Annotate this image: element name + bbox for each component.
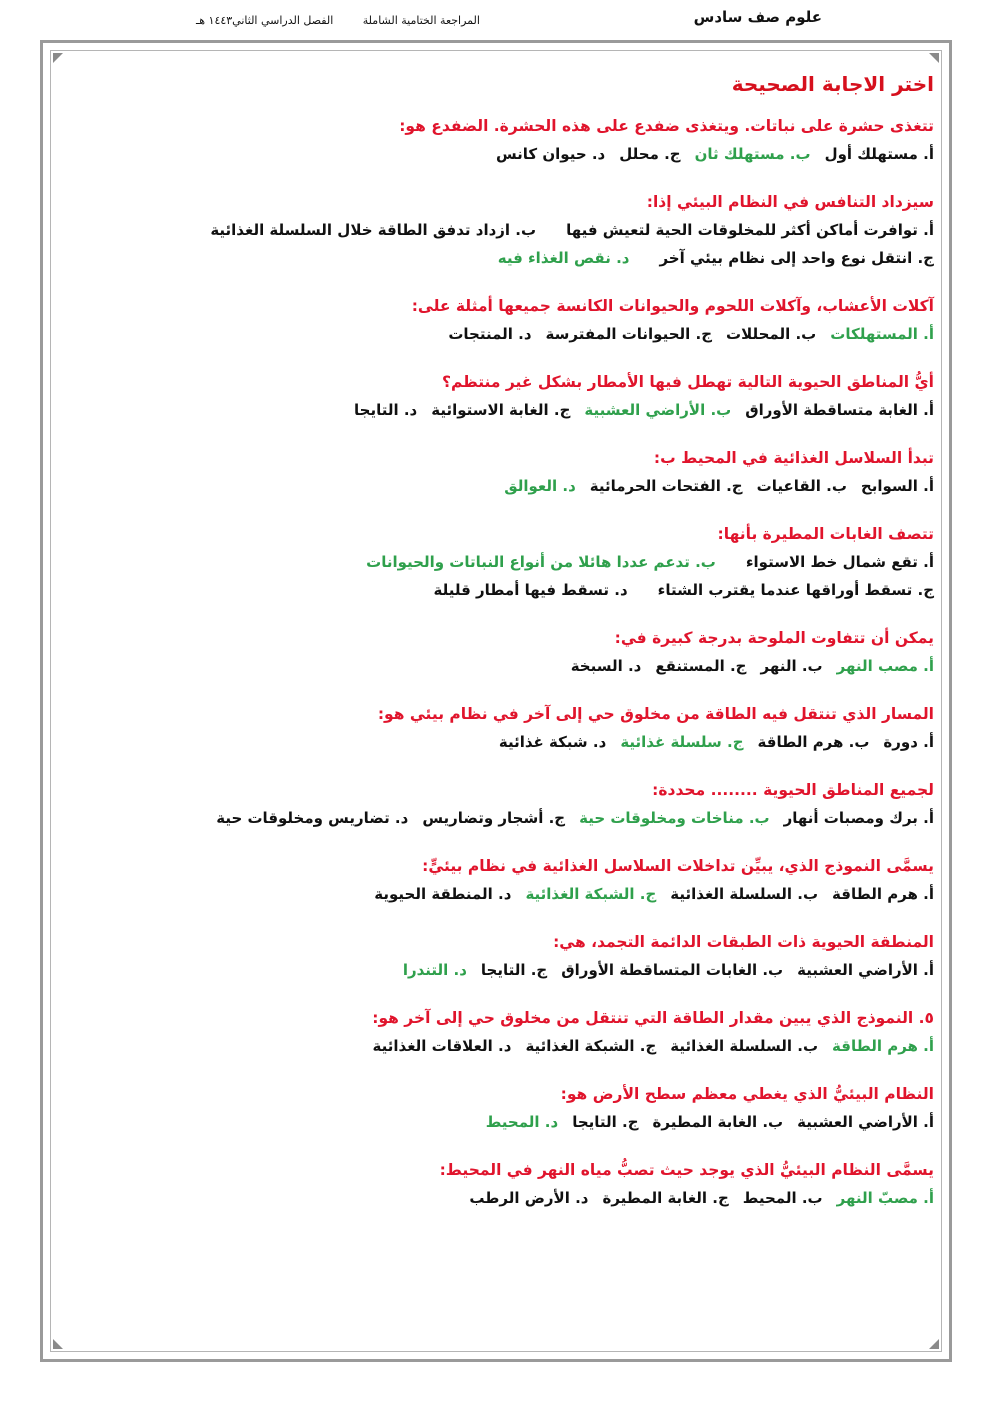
question-text: المنطقة الحيوية ذات الطبقات الدائمة التجمد، هي: [553, 933, 934, 951]
options-row [194, 656, 934, 677]
answer-option-correct[interactable]: ب. الأراضي العشبية [584, 401, 732, 419]
term-label: الفصل الدراسي الثاني١٤٤٣ هـ [196, 14, 334, 27]
answer-option-correct[interactable]: ج. سلسلة غذائية [620, 733, 744, 751]
answer-option[interactable]: ب. المحللات [726, 325, 817, 343]
answer-option[interactable]: أ. دورة [883, 733, 934, 751]
answer-option[interactable]: د. التايجا [354, 401, 418, 419]
question-block [194, 192, 934, 296]
answer-option[interactable]: أ. السوابح [860, 477, 934, 495]
answer-option[interactable]: ج. المستنقع [655, 657, 747, 675]
answer-option[interactable]: د. المنطقة الحيوية [374, 885, 512, 903]
options-row [194, 732, 934, 753]
options-row [194, 324, 934, 345]
options-row [194, 248, 934, 269]
answer-option[interactable]: ج. الغابة الاستوائية [431, 401, 571, 419]
question-block [194, 932, 934, 1008]
question-block [194, 1008, 934, 1084]
question-block [194, 628, 934, 704]
options-row [194, 808, 934, 829]
answer-option-correct[interactable]: أ. مصبّ النهر [836, 1189, 934, 1207]
question-block [194, 116, 934, 192]
answer-option-correct[interactable]: أ. مصب النهر [836, 657, 934, 675]
options-row [194, 1188, 934, 1209]
answer-option[interactable]: أ. برك ومصبات أنهار [783, 809, 934, 827]
corner-ornament [53, 53, 63, 63]
answer-option[interactable]: ج. محلل [619, 145, 681, 163]
answer-option[interactable]: ج. الشبكة الغذائية [525, 1037, 657, 1055]
answer-option[interactable]: ب. ازداد تدفق الطاقة خلال السلسلة الغذائية [210, 221, 537, 239]
options-row [194, 400, 934, 421]
question-block [194, 448, 934, 524]
answer-option[interactable]: ب. القاعيات [756, 477, 847, 495]
answer-option[interactable]: أ. الأراضي العشبية [797, 961, 934, 979]
answer-option-correct[interactable]: أ. المستهلكات [830, 325, 934, 343]
question-text: يسمَّى النموذج الذي، يبيِّن تداخلات السلاسل الغذائية في نظام بيئيٍّ: [422, 857, 934, 875]
question-text: يسمَّى النظام البيئيُّ الذي يوجد حيث تصبُّ مياه النهر في المحيط: [439, 1161, 934, 1179]
answer-option[interactable]: د. المنتجات [448, 325, 532, 343]
corner-ornament [929, 1339, 939, 1349]
question-text: المسار الذي تنتقل فيه الطاقة من مخلوق حي إلى آخر في نظام بيئي هو: [377, 705, 934, 723]
answer-option[interactable]: أ. هرم الطاقة [832, 885, 934, 903]
question-text: أيُّ المناطق الحيوية التالية تهطل فيها الأمطار بشكل غير منتظم؟ [441, 373, 934, 391]
answer-option[interactable]: ب. الغابة المطيرة [652, 1113, 784, 1131]
worksheet-content [194, 72, 934, 1236]
answer-option[interactable]: أ. توافرت أماكن أكثر للمخلوقات الحية لتعيش فيها [566, 221, 934, 239]
answer-option-correct[interactable]: ب. تدعم عددا هائلا من أنواع النباتات والحيوانات [366, 553, 716, 571]
answer-option[interactable]: ج. انتقل نوع واحد إلى نظام بيئي آخر [659, 249, 934, 267]
answer-option[interactable]: ج. أشجار وتضاريس [422, 809, 566, 827]
answer-option[interactable]: د. العلاقات الغذائية [372, 1037, 512, 1055]
answer-option[interactable]: د. الأرض الرطب [469, 1189, 589, 1207]
review-label: المراجعة الختامية الشاملة [362, 14, 480, 27]
answer-option[interactable]: ج. التايجا [572, 1113, 639, 1131]
question-block [194, 704, 934, 780]
question-block [194, 296, 934, 372]
question-text: تبدأ السلاسل الغذائية في المحيط ب: [653, 449, 934, 467]
answer-option[interactable]: ج. الغابة المطيرة [602, 1189, 729, 1207]
answer-option[interactable]: ب. السلسلة الغذائية [670, 885, 819, 903]
answer-option[interactable]: ب. هرم الطاقة [757, 733, 870, 751]
question-block [194, 372, 934, 448]
answer-option[interactable]: د. شبكة غذائية [498, 733, 607, 751]
question-block [194, 1084, 934, 1160]
options-row [194, 552, 934, 573]
options-row [194, 580, 934, 601]
answer-option-correct[interactable]: ب. مناخات ومخلوقات حية [579, 809, 770, 827]
answer-option[interactable]: أ. تقع شمال خط الاستواء [745, 553, 934, 571]
options-row [194, 1112, 934, 1133]
answer-option[interactable]: ب. السلسلة الغذائية [670, 1037, 819, 1055]
options-row [194, 144, 934, 165]
answer-option[interactable]: أ. مستهلك أول [824, 145, 934, 163]
answer-option-correct[interactable]: ب. مستهلك ثان [694, 145, 811, 163]
answer-option[interactable]: د. تسقط فيها أمطار قليلة [433, 581, 628, 599]
question-text: ٥. النموذج الذي يبين مقدار الطاقة التي تنتقل من مخلوق حي إلى آخر هو: [372, 1009, 934, 1027]
options-row [194, 1036, 934, 1057]
question-block [194, 524, 934, 628]
question-block [194, 1160, 934, 1236]
answer-option[interactable]: ج. تسقط أوراقها عندما يقترب الشتاء [657, 581, 934, 599]
question-block [194, 780, 934, 856]
answer-option[interactable]: ج. التايجا [480, 961, 548, 979]
answer-option-correct[interactable]: ج. الشبكة الغذائية [525, 885, 657, 903]
answer-option-correct[interactable]: د. نقص الغذاء فيه [497, 249, 630, 267]
page-title: اختر الاجابة الصحيحة [731, 72, 934, 96]
answer-option-correct[interactable]: د. العوالق [504, 477, 576, 495]
question-text: النظام البيئيُّ الذي يغطي معظم سطح الأرض هو: [560, 1085, 934, 1103]
answer-option[interactable]: أ. الغابة متساقطة الأوراق [745, 401, 934, 419]
answer-option[interactable]: أ. الأراضي العشبية [797, 1113, 934, 1131]
subject-title: علوم صف سادس [693, 8, 822, 26]
answer-option[interactable]: د. تضاريس ومخلوقات حية [216, 809, 409, 827]
answer-option[interactable]: ب. النهر [760, 657, 823, 675]
corner-ornament [53, 1339, 63, 1349]
question-text: آكلات الأعشاب، وآكلات اللحوم والحيوانات الكانسة جميعها أمثلة على: [411, 297, 934, 315]
question-text: تتصف الغابات المطيرة بأنها: [717, 525, 934, 543]
options-row [194, 476, 934, 497]
answer-option[interactable]: ب. الغابات المتساقطة الأوراق [561, 961, 784, 979]
answer-option-correct[interactable]: د. التندرا [402, 961, 467, 979]
options-row [194, 960, 934, 981]
answer-option[interactable]: د. السبخة [570, 657, 642, 675]
question-list [194, 116, 934, 1236]
answer-option-correct[interactable]: د. المحيط [485, 1113, 559, 1131]
answer-option[interactable]: ج. الفتحات الحرمائية [589, 477, 743, 495]
answer-option[interactable]: ج. الحيوانات المفترسة [545, 325, 713, 343]
answer-option[interactable]: ب. المحيط [742, 1189, 823, 1207]
question-text: لجميع المناطق الحيوية ........ محددة: [652, 781, 934, 799]
question-block [194, 856, 934, 932]
answer-option[interactable]: د. حيوان كانس [495, 145, 606, 163]
question-text: سيزداد التنافس في النظام البيئي إذا: [646, 193, 934, 211]
answer-option-correct[interactable]: أ. هرم الطاقة [832, 1037, 934, 1055]
options-row [194, 884, 934, 905]
question-text: يمكن أن تتفاوت الملوحة بدرجة كبيرة في: [614, 629, 934, 647]
question-text: تتغذى حشرة على نباتات. ويتغذى ضفدع على هذه الحشرة. الضفدع هو: [399, 117, 934, 135]
options-row [194, 220, 934, 241]
corner-ornament [929, 53, 939, 63]
